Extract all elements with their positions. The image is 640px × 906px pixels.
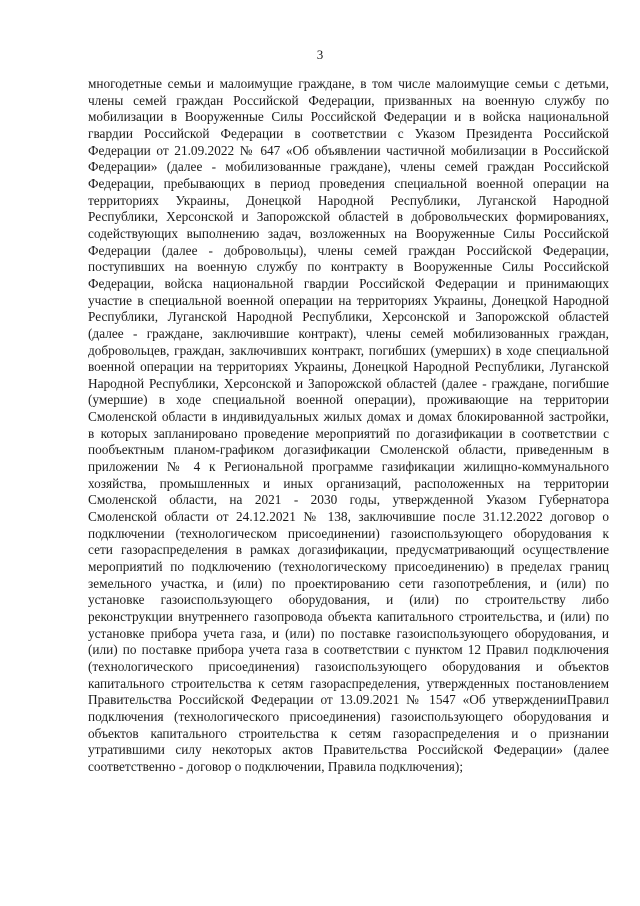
text-line: участие в специальной военной операции на территориях Украины, Донецкой Народной — [88, 292, 609, 308]
text-line: Федерации, войска национальной гвардии Российской Федерации и принимающих — [88, 275, 609, 291]
text-line: Смоленской области в индивидуальных жилых домах и домах блокированной застройки, — [88, 409, 609, 425]
text-line: Республики, Луганской Народной Республики, Херсонской и Запорожской областей — [88, 309, 609, 325]
text-line: Смоленской области от 24.12.2021 № 138, заключившие после 31.12.2022 договор о — [88, 509, 609, 525]
text-line: военной операции на территориях Украины, Донецкой Народной Республики, Луганской — [88, 359, 609, 375]
text-line: добровольцев, граждан, заключивших контракт, погибших (умерших) в ходе специальной — [88, 342, 609, 358]
text-line: члены семей граждан Российской Федерации, призванных на военную службу по — [88, 92, 609, 108]
text-line: мероприятий по подключению (технологическому присоединению) в пределах границ — [88, 559, 609, 575]
text-line: подключения (технологического присоединения) газоиспользующего оборудования и — [88, 708, 609, 724]
text-line: объектов капитального строительства к сетям газораспределения и о признании — [88, 725, 609, 741]
text-line: установке прибора учета газа, и (или) по поставке газоиспользующего оборудования, и — [88, 625, 609, 641]
text-line: подключении (технологическом присоединении) газоиспользующего оборудования к — [88, 525, 609, 541]
text-line: сети газораспределения в рамках догазификации, предусматривающий осуществление — [88, 542, 609, 558]
text-line: Республики, Херсонской и Запорожской областей в добровольческих формированиях, — [88, 209, 609, 225]
page-number: 3 — [316, 47, 324, 62]
text-line: Федерации (далее - добровольцы), члены семей граждан Российской Федерации, — [88, 242, 609, 258]
text-line: (умершие) в ходе специальной военной операции), проживающие на территории — [88, 392, 609, 408]
text-line: (далее - граждане, заключившие контракт), члены семей мобилизованных граждан, — [88, 325, 609, 341]
text-line: земельного участка, и (или) по проектированию сети газопотребления, и (или) по — [88, 575, 609, 591]
text-line: Смоленской области, на 2021 - 2030 годы, утвержденной Указом Губернатора — [88, 492, 609, 508]
text-line: приложении № 4 к Региональной программе газификации жилищно-коммунального — [88, 459, 609, 475]
text-line: капитального строительства к сетям газораспределения, утвержденных постановлением — [88, 675, 609, 691]
text-line: многодетные семьи и малоимущие граждане, в том числе малоимущие семьи с детьми, — [88, 76, 609, 91]
text-line: реконструкции внутреннего газопровода объекта капитального строительства, и (или) по — [88, 609, 609, 624]
text-line: содействующих выполнению задач, возложенных на Вооруженные Силы Российской — [88, 225, 609, 241]
text-line: (или) по поставке прибора учета газа в соответствии с пунктом 12 Правил подключения — [88, 642, 609, 658]
text-line: Федерации от 21.09.2022 № 647 «Об объявлении частичной мобилизации в Российской — [88, 142, 609, 158]
text-line: гвардии Российской Федерации в соответствии с Указом Президента Российской — [88, 125, 609, 141]
text-line: установке газоиспользующего оборудования, и (или) по строительству либо — [88, 592, 609, 608]
text-line: утратившими силу некоторых актов Правительства Российской Федерации» (далее — [88, 742, 609, 758]
text-line: Федерации, пребывающих в период проведения специальной военной операции на — [88, 175, 609, 191]
text-line: хозяйства, промышленных и иных организаций, расположенных на территории — [88, 475, 609, 491]
text-line: (технологического присоединения) газоиспользующего оборудования и объектов — [88, 658, 609, 674]
text-line: территориях Украины, Донецкой Народной Республики, Луганской Народной — [88, 192, 609, 208]
text-line: поступивших на военную службу по контракту в Вооруженные Силы Российской — [88, 259, 609, 275]
text-line: Правительства Российской Федерации от 13.09.2021 № 1547 «Об утвержденииПравил — [88, 692, 609, 708]
text-line: пообъектным планом-графиком догазификации Смоленской области, приведенным в — [88, 442, 609, 458]
text-line: соответственно - договор о подключении, Правила подключения); — [88, 758, 464, 774]
text-line: мобилизации в Вооруженные Силы Российской Федерации и в войска национальной — [88, 109, 609, 125]
text-line: Федерации» (далее - мобилизованные граждане), члены семей граждан Российской — [88, 159, 609, 175]
text-line: в которых запланировано проведение мероприятий по догазификации в соответствии с — [88, 425, 609, 441]
body-paragraph — [88, 76, 609, 776]
text-line: Народной Республики, Херсонской и Запорожской областей (далее - граждане, погибшие — [88, 375, 609, 391]
